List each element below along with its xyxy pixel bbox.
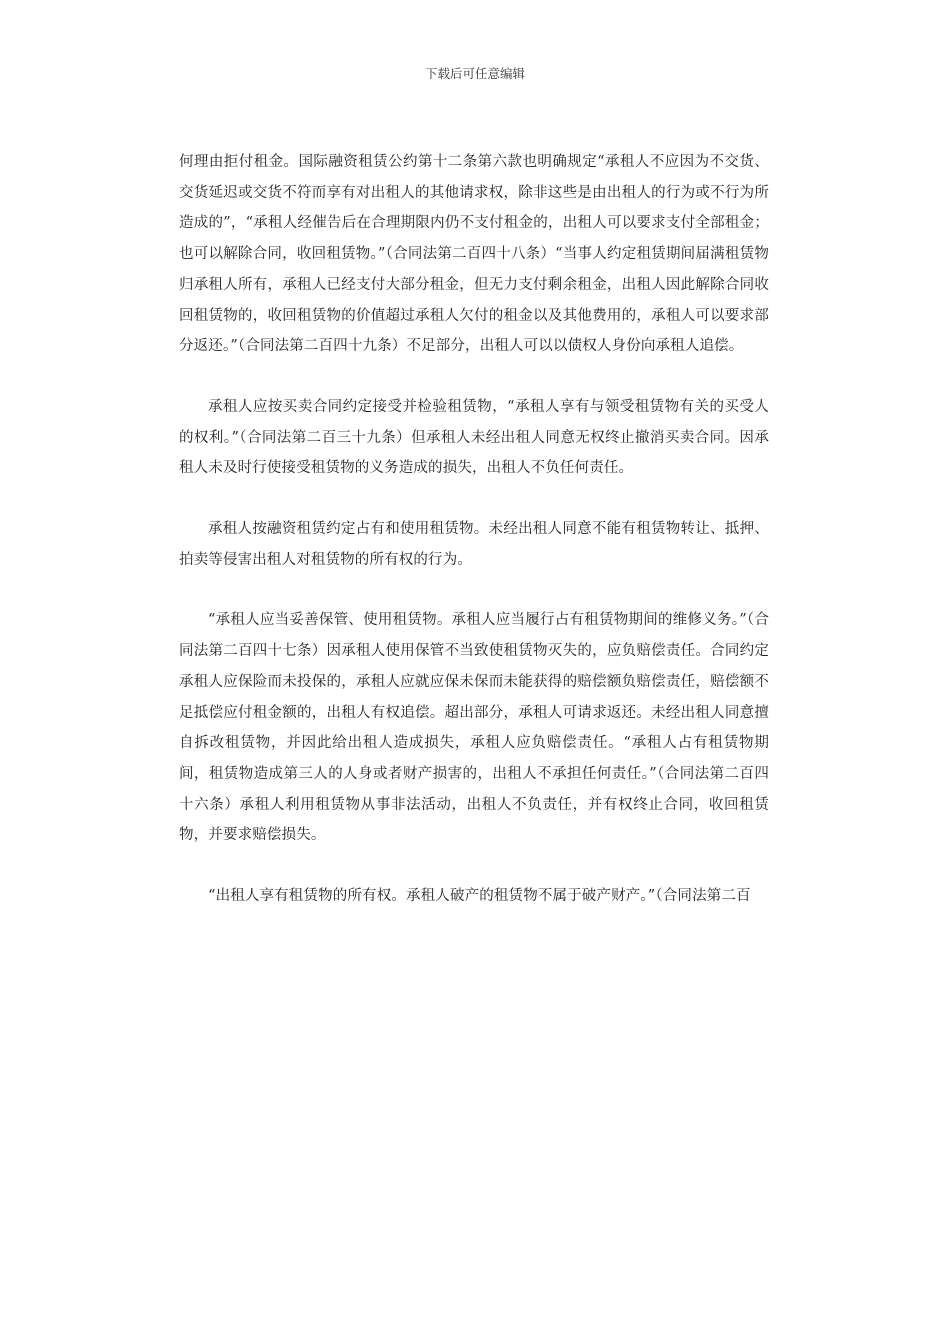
paragraph-3: 承租人按融资租赁约定占有和使用租赁物。未经出租人同意不能有租赁物转让、抵押、拍卖等侵害出租人对租赁物的所有权的行为。 [179,521,769,568]
paragraph-1: 何理由拒付租金。国际融资租赁公约第十二条第六款也明确规定“承租人不应因为不交货、交货延迟或交货不符而享有对出租人的其他请求权，除非这些是由出租人的行为或不行为所造成的”，“承租人经催告后在合理期限内仍不支付租金的，出租人可以要求支付全部租金；也可以解除合同，收回租赁物。”（合同法第二百四十八条）“当事人约定租赁期间届满租赁物归承租人所有，承租人已经支付大部分租金，但无力支付剩余租金，出租人因此解除合同收回租赁物的，收回租赁物的价值超过承租人欠付的租金以及其他费用的，承租人可以要求部分返还。”（合同法第二百四十九条）不足部分，出租人可以以债权人身份向承租人追偿。 [179,154,769,355]
paragraph-5: “出租人享有租赁物的所有权。承租人破产的租赁物不属于破产财产。”（合同法第二百 [208,888,751,905]
paragraph-4: “承租人应当妥善保管、使用租赁物。承租人应当履行占有租赁物期间的维修义务。”（合同法第二百四十七条）因承租人使用保管不当致使租赁物灭失的，应负赔偿责任。合同约定承租人应保险而未投保的，承租人应就应保未保而未能获得的赔偿额负赔偿责任，赔偿额不足抵偿应付租金额的，出租人有权追偿。超出部分，承租人可请求返还。未经出租人同意擅自拆改租赁物，并因此给出租人造成损失，承租人应负赔偿责任。“承租人占有租赁物期间，租赁物造成第三人的人身或者财产损害的，出租人不承担任何责任。”（合同法第二百四十六条）承租人利用租赁物从事非法活动，出租人不负责任，并有权终止合同，收回租赁物，并要求赔偿损失。 [179,612,769,844]
document-body [179,147,769,912]
page-header: 下载后可任意编辑 [424,66,525,81]
paragraph-2: 承租人应按买卖合同约定接受并检验租赁物，“承租人享有与领受租赁物有关的买受人的权利。”（合同法第二百三十九条）但承租人未经出租人同意无权终止撤消买卖合同。因承租人未及时行使接受租赁物的义务造成的损失，出租人不负任何责任。 [179,398,769,477]
